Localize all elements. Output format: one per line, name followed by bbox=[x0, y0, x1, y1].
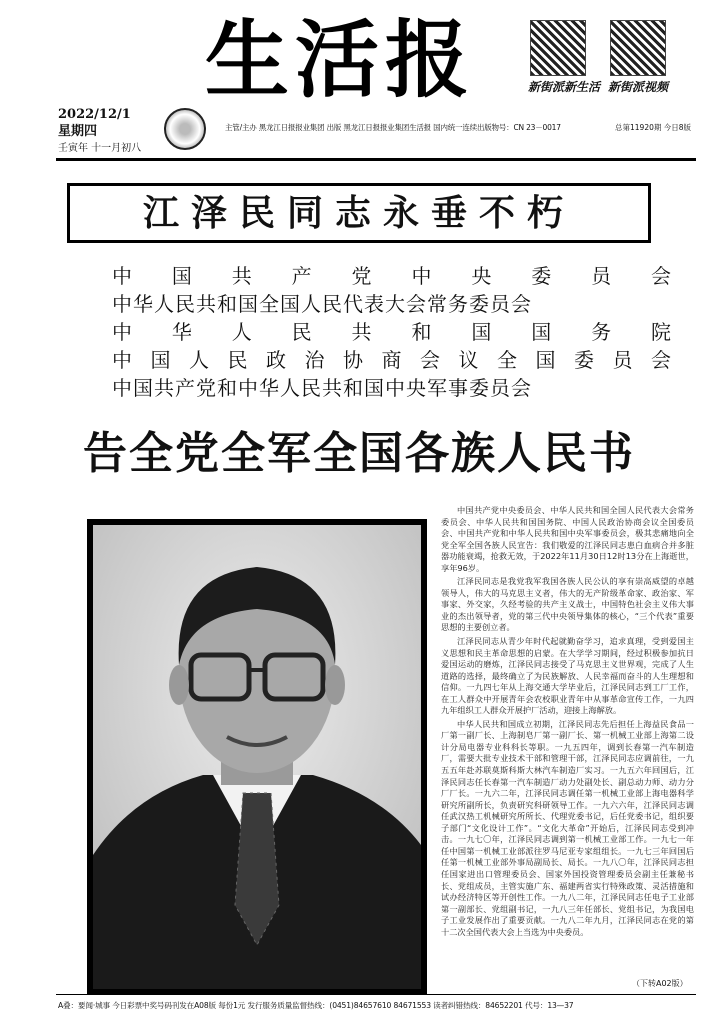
portrait-photo bbox=[93, 525, 421, 989]
org-line-2: 中华人民共和国全国人民代表大会常务委员会 bbox=[112, 292, 532, 316]
article-paragraph: 江泽民同志是我党我军我国各族人民公认的享有崇高威望的卓越领导人，伟大的马克思主义者，伟大的无产阶级革命家、政治家、军事家、外交家，久经考验的共产主义战士，中国特色社会主义伟大事业的杰出领导者，党的第三代中央领导集体的核心，“三个代表”重要思想的主要创立者。 bbox=[441, 576, 694, 633]
org-line-5: 中国共产党和中华人民共和国中央军事委员会 bbox=[112, 376, 532, 400]
qr-code-right bbox=[610, 20, 666, 76]
org-line-4: 中国人民政治协商会议全国委员会 bbox=[112, 348, 672, 372]
continued-note: （下转A02版） bbox=[632, 979, 688, 988]
qr-label-right: 新街派视频 bbox=[608, 80, 669, 94]
article-body bbox=[441, 505, 694, 940]
publication-info: 主管/主办 黑龙江日报报业集团 出版 黑龙江日报报业集团生活报 国内统一连续出版物号：CN 23－0017 bbox=[225, 123, 561, 132]
date-text: 2022/12/1 bbox=[58, 107, 131, 122]
issue-info: 总第11920期 今日8版 bbox=[615, 123, 692, 132]
footer-rule bbox=[56, 994, 696, 995]
dateline bbox=[58, 106, 141, 157]
newspaper-masthead: 生活报 bbox=[205, 10, 476, 109]
org-line-1: 中国共产党中央委员会 bbox=[112, 264, 672, 288]
portrait-illustration bbox=[93, 525, 421, 989]
article-paragraph: 江泽民同志从青少年时代起就勤奋学习，追求真理，受到爱国主义思想和民主革命思想的启蒙。在大学学习期间，经过积极参加抗日爱国运动的磨炼，江泽民同志接受了马克思主义世界观，完成了人生道路的选择，最终确立了为民族解放、人民幸福而奋斗的人生理想和信仰。一九四七年从上海交通大学毕业后，江泽民同志到工厂工作，在工人群众中开展青年会农校职业青年中从事革命宣传工作，一九四九年组织工人群众开展护厂活动，迎接上海解放。 bbox=[441, 636, 694, 716]
masthead-rule bbox=[56, 158, 696, 161]
headline-text: 江泽民同志永垂不朽 bbox=[142, 193, 575, 234]
publisher-emblem-icon bbox=[164, 108, 206, 150]
article-paragraph: 中国共产党中央委员会、中华人民共和国全国人民代表大会常务委员会、中华人民共和国国务院、中国人民政治协商会议全国委员会、中国共产党和中华人民共和国中央军事委员会，极其悲痛地向全党全军全国各族人民宣告：我们敬爱的江泽民同志患白血病合并多脏器功能衰竭，抢救无效，于2022年11月30日12时13分在上海逝世，享年96岁。 bbox=[441, 505, 694, 573]
footer-info: A叠：要闻·城事 今日彩票中奖号码刊发在A08版 每份1元 发行服务质量监督热线：(0451)84657610 84671553 读者纠错热线：84652201 代号：13—37 bbox=[58, 1001, 574, 1010]
main-headline: 告全党全军全国各族人民书 bbox=[83, 428, 635, 479]
headline-box bbox=[67, 183, 651, 243]
lunar-date-text: 壬寅年 十一月初八 bbox=[58, 143, 142, 154]
org-line-3: 中华人民共和国国务院 bbox=[112, 320, 672, 344]
qr-code-left bbox=[530, 20, 586, 76]
qr-label-left: 新街派新生活 bbox=[528, 80, 601, 94]
article-paragraph: 中华人民共和国成立初期，江泽民同志先后担任上海益民食品一厂第一副厂长、上海制皂厂第一副厂长、第一机械工业部上海第二设计分局电器专业科科长等职。一九五四年，调到长春第一汽车制造厂，需要大批专业技术干部和管理干部，江泽民同志应调前往，一九五五年赴苏联莫斯科斯大林汽车制造厂实习。一九五六年回国后，江泽民同志任长春第一汽车制造厂动力处副处长、副总动力师、动力分厂厂长。一九六二年，江泽民同志调任第一机械工业部上海电器科学研究所副所长，负责研究科研领导工作。一九六六年，江泽民同志调任武汉热工机械研究所所长、代理党委书记，后任党委书记，组织要子部门“文化设计工作”。“文化大革命”开始后，江泽民同志受到冲击。一九七〇年，江泽民同志调到第一机械工业部工作。一九七一年任中国第一机械工业部派往罗马尼亚专家组组长。一九七三年回国后任第一机械工业部外事局副局长、局长。一九八〇年，江泽民同志担任国家进出口管理委员会、国家外国投资管理委员会副主任兼秘书长、党组成员，主管实施广东、福建两省实行特殊政策、灵活措施和试办经济特区等开创性工作。一九八二年，江泽民同志任电子工业部第一副部长、党组副书记，一九八三年任部长、党组书记，为我国电子工业发展作出了重要贡献。一九八二年九月，江泽民同志在党的第十二次全国代表大会上当选为中央委员。 bbox=[441, 718, 694, 937]
weekday-text: 星期四 bbox=[58, 124, 98, 139]
